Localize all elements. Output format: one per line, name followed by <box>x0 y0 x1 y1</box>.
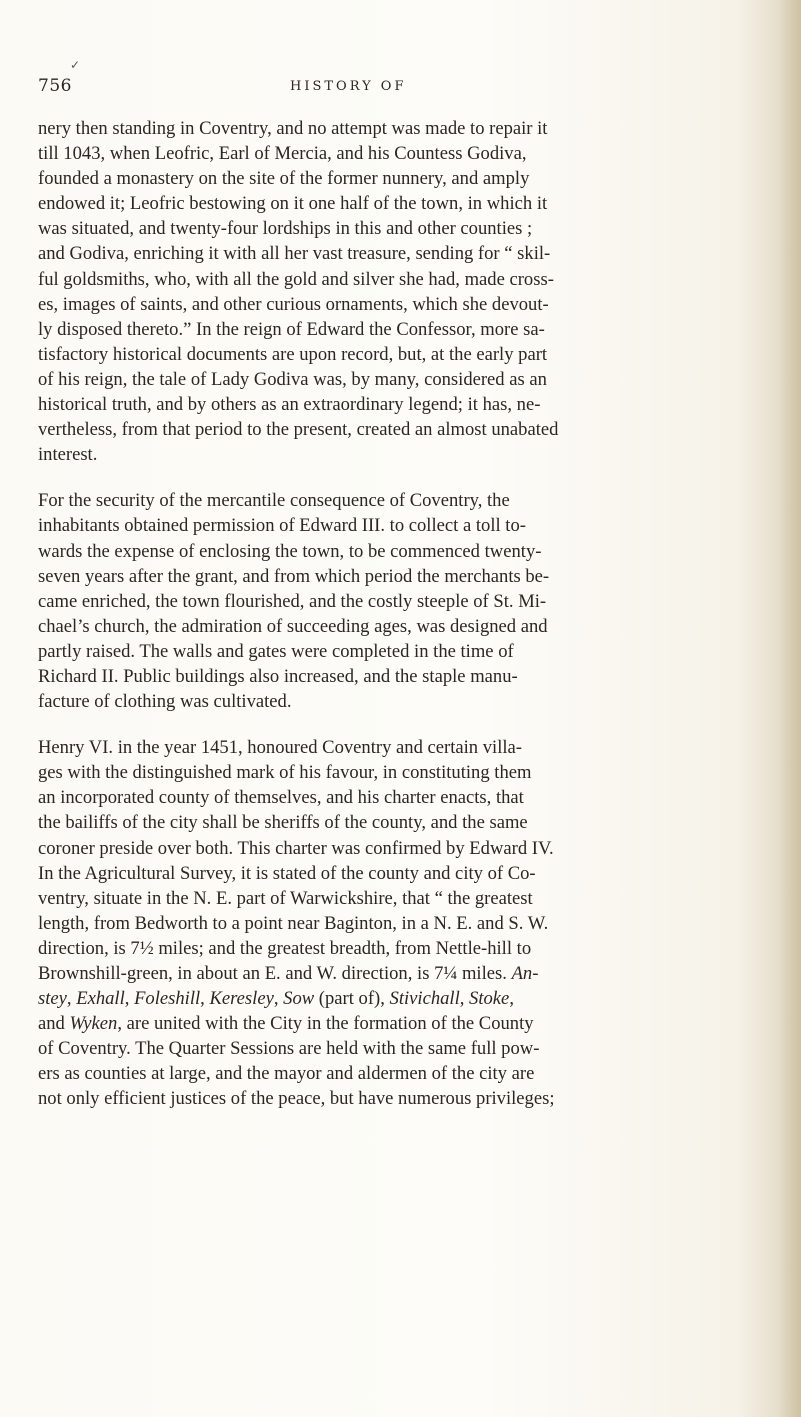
text-run: stey <box>38 988 67 1010</box>
text-line: interest. <box>38 444 98 466</box>
text-run: , <box>66 988 77 1010</box>
text-run: Wyken <box>69 1013 118 1035</box>
text-line: coroner preside over both. This charter was confirmed by Edward IV. <box>38 837 554 859</box>
text-run: , <box>124 988 135 1010</box>
text-line: till 1043, when Leofric, Earl of Mercia, and his Countess Godiva, <box>38 143 527 165</box>
text-line <box>38 1036 752 1061</box>
text-line: tisfactory historical documents are upon record, but, at the early part <box>38 343 548 365</box>
text-run: Stivichall <box>389 988 460 1010</box>
text-run: , <box>200 988 210 1010</box>
text-run: An- <box>511 963 539 984</box>
text-line: inhabitants obtained permission of Edward III. to collect a toll to- <box>38 515 526 537</box>
text-run: of Coventry. The Quarter Sessions are held with the same full pow- <box>38 1038 540 1060</box>
text-run: (part of), <box>314 988 390 1010</box>
text-line: and Godiva, enriching it with all her vast treasure, sending for “ skil- <box>38 243 551 265</box>
text-line: of his reign, the tale of Lady Godiva was, by many, considered as an <box>38 368 547 390</box>
text-line: In the Agricultural Survey, it is stated of the county and city of Co- <box>38 862 536 884</box>
running-title: HISTORY OF <box>290 79 407 94</box>
text-line: founded a monastery on the site of the former nunnery, and amply <box>38 168 530 190</box>
text-run: and <box>38 1013 70 1035</box>
text-run: , <box>459 988 470 1010</box>
text-run: not only efficient justices of the peace, but have numerous privileges; <box>38 1088 555 1110</box>
text-line: For the security of the mercantile consequence of Coventry, the <box>38 490 510 512</box>
text-line: nery then standing in Coventry, and no attempt was made to repair it <box>38 118 548 139</box>
text-line: wards the expense of enclosing the town, to be commenced twenty- <box>38 540 542 562</box>
text-run: Foleshill <box>134 988 201 1010</box>
text-line <box>38 1011 752 1036</box>
text-line: length, from Bedworth to a point near Baginton, in a N. E. and S. W. <box>38 912 549 934</box>
page-header <box>38 58 738 98</box>
text-run: , are united with the City in the formation of the County <box>117 1013 534 1035</box>
paragraph-security <box>38 488 752 714</box>
text-line <box>38 1061 752 1086</box>
paragraph-godiva <box>38 116 752 467</box>
paragraph-henry-vi <box>38 735 752 1111</box>
text-line <box>38 1086 752 1111</box>
text-line: facture of clothing was cultivated. <box>38 691 292 713</box>
text-line: vertheless, from that period to the present, created an almost unabated <box>38 419 559 441</box>
body-text <box>38 116 752 1112</box>
text-run: Exhall <box>76 988 125 1010</box>
page-number: 756 <box>38 76 72 96</box>
text-line: seven years after the grant, and from which period the merchants be- <box>38 565 550 587</box>
pencil-mark: ✓ <box>70 58 81 72</box>
text-line: Brownshill-green, in about an E. and W. direction, is 7¼ miles. An- <box>38 963 539 984</box>
text-line: partly raised. The walls and gates were completed in the time of <box>38 640 514 662</box>
text-line: ges with the distinguished mark of his favour, in constituting them <box>38 762 532 784</box>
text-line: Henry VI. in the year 1451, honoured Coventry and certain villa- <box>38 737 522 759</box>
text-run: Sow <box>283 988 315 1010</box>
text-run: ers as counties at large, and the mayor and aldermen of the city are <box>38 1063 535 1085</box>
text-line: Richard II. Public buildings also increased, and the staple manu- <box>38 665 518 687</box>
text-line: ful goldsmiths, who, with all the gold and silver she had, made cross- <box>38 268 554 290</box>
page-edge-shadow <box>779 0 801 1417</box>
text-line: es, images of saints, and other curious ornaments, which she devout- <box>38 293 549 315</box>
text-line: was situated, and twenty-four lordships in this and other counties ; <box>38 218 533 240</box>
text-line: the bailiffs of the city shall be sheriffs of the county, and the same <box>38 812 528 834</box>
text-line <box>38 986 752 1011</box>
text-run: , <box>273 988 284 1010</box>
text-line: ly disposed thereto.” In the reign of Edward the Confessor, more sa- <box>38 318 545 340</box>
text-line: ventry, situate in the N. E. part of Warwickshire, that “ the greatest <box>38 887 533 909</box>
text-line: historical truth, and by others as an extraordinary legend; it has, ne- <box>38 394 541 416</box>
text-line: direction, is 7½ miles; and the greatest breadth, from Nettle-hill to <box>38 937 532 959</box>
text-run: , <box>509 988 514 1010</box>
text-run: Keresley <box>209 988 274 1010</box>
text-line: chael’s church, the admiration of succeeding ages, was designed and <box>38 615 548 637</box>
text-line: came enriched, the town flourished, and the costly steeple of St. Mi- <box>38 590 547 612</box>
text-line: endowed it; Leofric bestowing on it one half of the town, in which it <box>38 193 548 215</box>
text-run: Stoke <box>469 988 510 1010</box>
text-line: an incorporated county of themselves, and his charter enacts, that <box>38 787 524 809</box>
